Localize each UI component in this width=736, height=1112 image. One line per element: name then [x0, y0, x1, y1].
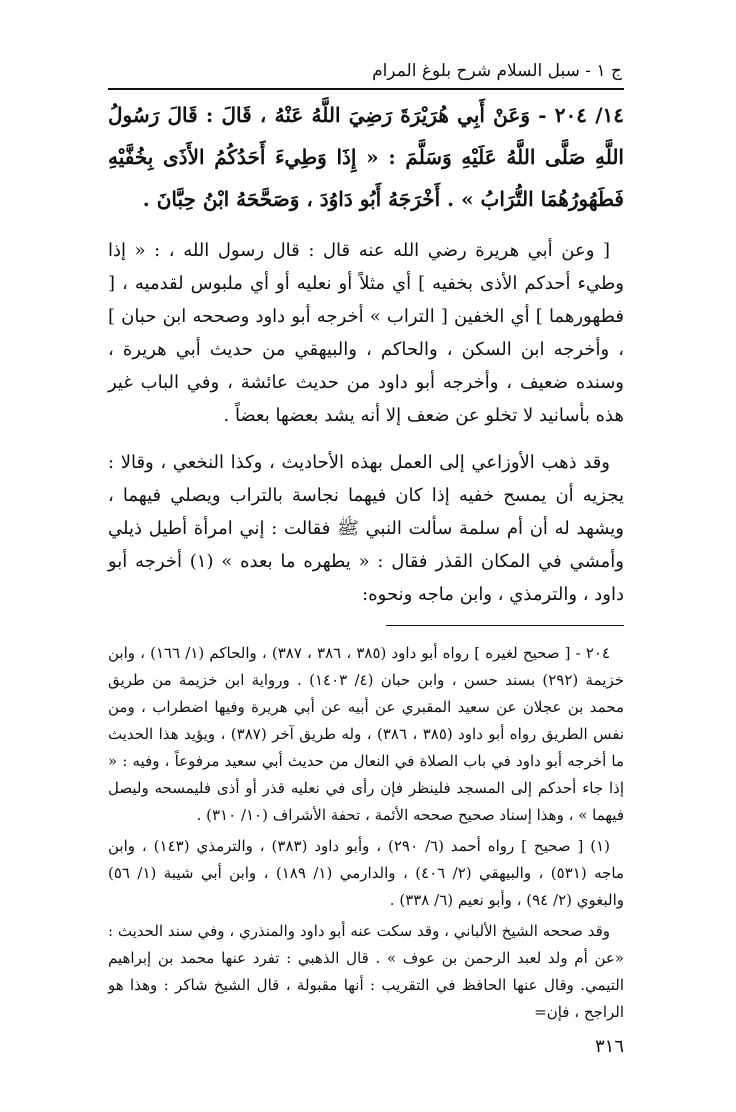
commentary-paragraph-1: [ وعن أبي هريرة رضي الله عنه قال : قال رسول الله ، : « إذا وطيء أحدكم الأذى بخفيه ] أي مثلاً أو نعليه أو أي ملبوس لقدميه ، [ فطهورهما ] أي الخفين [ التراب » أخرجه أبو داود وصححه ابن حبان ] ، وأخرجه ابن السكن ، والحاكم ، والبيهقي من حديث أبي هريرة ، وسنده ضعيف ، وأخرجه أبو داود من حديث عائشة ، وفي الباب غير هذه بأسانيد لا تخلو عن ضعف إلا أنه يشد بعضها بعضاً . [108, 240, 624, 426]
running-head: ج ١ - سبل السلام شرح بلوغ المرام [372, 61, 622, 81]
footnote-1: ٢٠٤ - [ صحيح لغيره ] رواه أبو داود (٣٨٥ ، ٣٨٦ ، ٣٨٧) ، والحاكم (١/ ١٦٦) ، وابن خزيمة (٢٩٢) بسند حسن ، وابن حبان (٤/ ١٤٠٣) . ورواية ابن خزيمة من طريق محمد بن عجلان عن سعيد المقبري عن أبيه عن أبي هريرة وفيها اضطراب ، ومن نفس الطريق رواه أبو داود (٣٨٥ ، ٣٨٦) ، وله طريق آخر (٣٨٧) ، ويؤيد هذا الحديث ما أخرجه أبو داود في باب الصلاة في النعال من حديث أبي سعيد مرفوعاً ، وفيه : « إذا جاء أحدكم إلى المسجد فلينظر فإن رأى في نعليه قذر أو أذى فليمسحه وليصل فيهما » ، وهذا إسناد صحيح صححه الأئمة ، تحفة الأشراف (١٠/ ٣١٠) . [108, 644, 624, 824]
hadith-text [108, 94, 624, 220]
footnote-2: (١) [ صحيح ] رواه أحمد (٦/ ٢٩٠) ، وأبو داود (٣٨٣) ، والترمذي (١٤٣) ، وابن ماجه (٥٣١) ، والبيهقي (٢/ ٤٠٦) ، والدارمي (١/ ١٨٩) ، وابن أبي شيبة (١/ ٥٦) والبغوي (٢/ ٩٤) ، وأبو نعيم (٦/ ٣٣٨) . [108, 837, 625, 909]
footnote-rule [386, 625, 624, 626]
header-rule [108, 88, 624, 90]
hadith-number: ١٤/ ٢٠٤ [554, 103, 624, 127]
footnote-3: وقد صححه الشيخ الألباني ، وقد سكت عنه أبو داود والمنذري ، وفي سند الحديث : «عن أم ولد لعبد الرحمن بن عوف » . قال الذهبي : تفرد عنها محمد بن إبراهيم التيمي. وقال عنها الحافظ في التقريب : أنها مقبولة ، قال الشيخ شاكر : وهذا هو الراجح ، فإن= [108, 922, 624, 1021]
commentary-paragraph-2: وقد ذهب الأوزاعي إلى العمل بهذه الأحاديث ، وكذا النخعي ، وقالا : يجزيه أن يمسح خفيه إذا كان فيهما نجاسة بالتراب ويصلي فيهما ، ويشهد له أن أم سلمة سألت النبي ﷺ فقالت : إني امرأة أطيل ذيلي وأمشي في المكان القذر فقال : « يطهره ما بعده » (١) أخرجه أبو داود ، والترمذي ، وابن ماجه ونحوه: [108, 452, 624, 605]
page-number: ٣١٦ [594, 1036, 624, 1057]
hadith-body: - وَعَنْ أَبِي هُرَيْرَةَ رَضِيَ اللَّهُ عَنْهُ ، قَالَ : قَالَ رَسُولُ اللَّهِ صَلَّى اللَّهُ عَلَيْهِ وَسَلَّمَ : « إِذَا وَطِيءَ أَحَدُكُمُ الأَذَى بِخُفَّيْهِ فَطَهُورُهُمَا التُّرَابُ » . أَخْرَجَهُ أَبُو دَاوُدَ ، وَصَحَّحَهُ ابْنُ حِبَّانَ . [108, 103, 624, 211]
